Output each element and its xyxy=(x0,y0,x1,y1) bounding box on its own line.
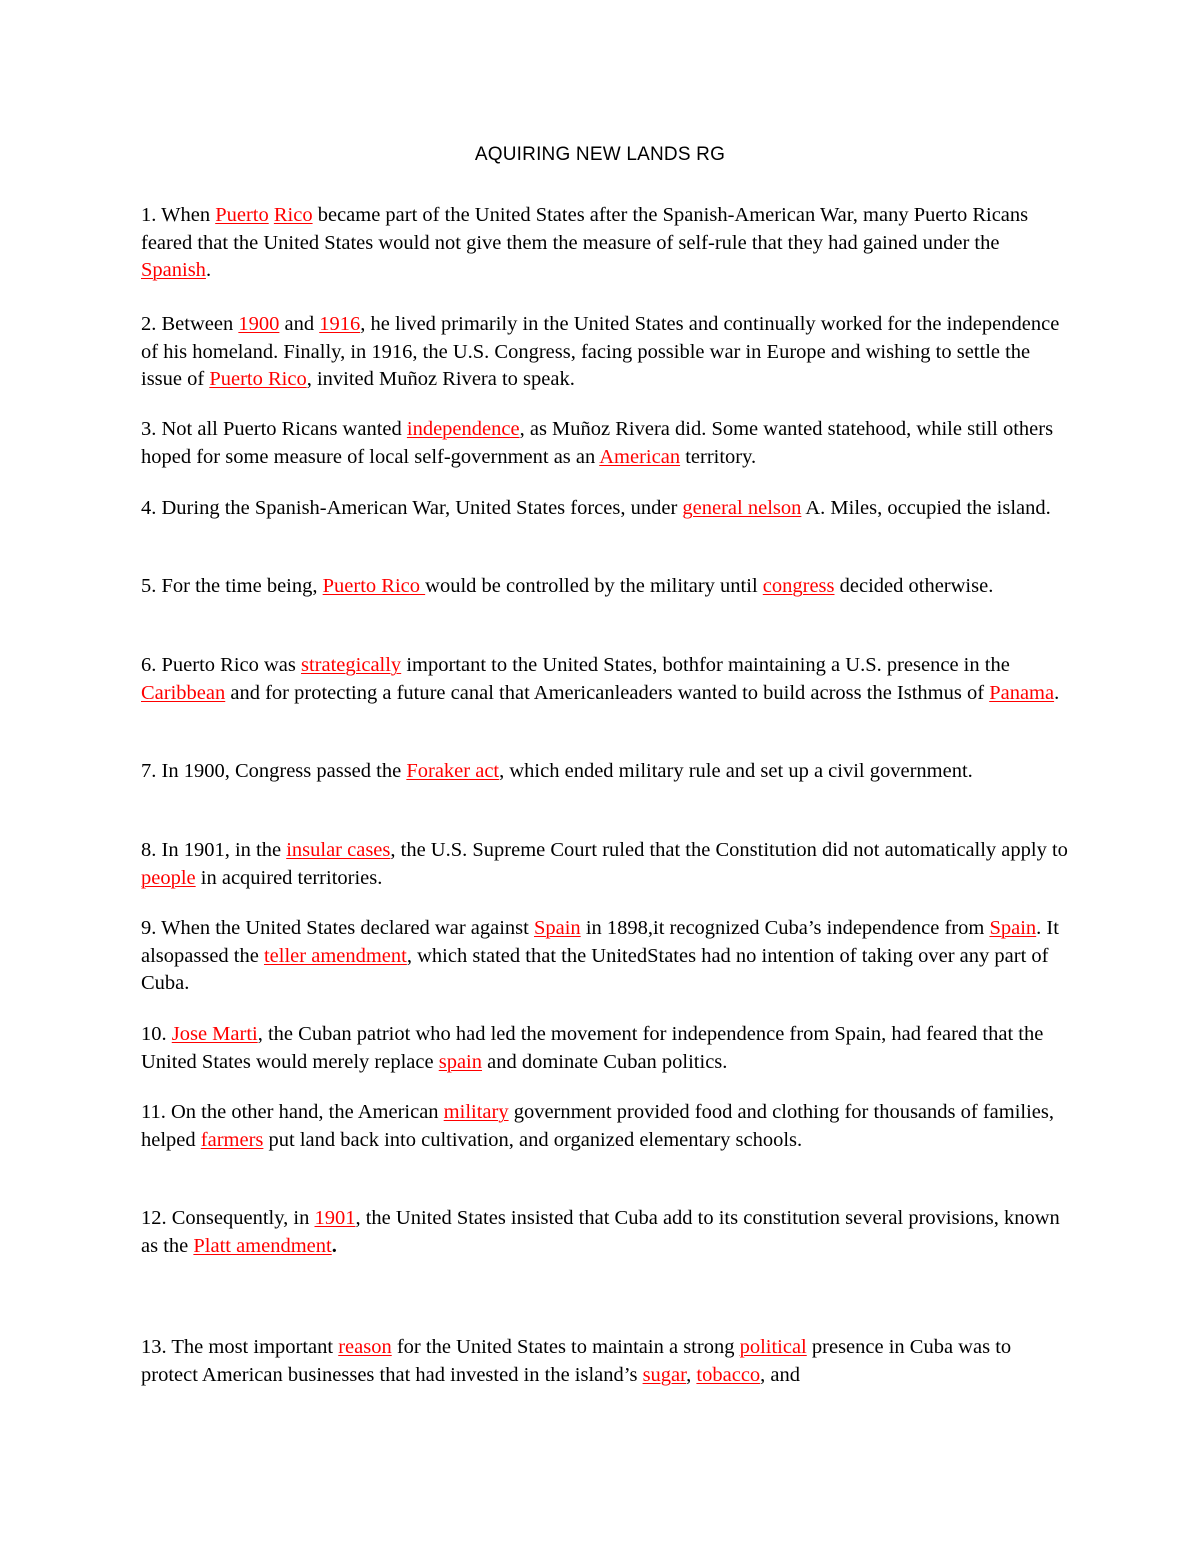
answer-blank: strategically xyxy=(301,654,402,676)
answer-blank: 1916 xyxy=(319,313,361,335)
answer-blank: Spain xyxy=(533,917,581,939)
question-10 xyxy=(141,1021,1071,1076)
question-text: government provided food and clothing for thousands of families, helped xyxy=(141,1101,1054,1151)
answer-blank: Caribbean xyxy=(141,681,226,704)
question-text: would be controlled by the military until xyxy=(425,575,763,597)
answer-blank: Platt amendment xyxy=(193,1234,332,1257)
answer-blank: Foraker act xyxy=(406,760,500,782)
question-text: presence in Cuba was to protect American businesses that had invested in the island’s xyxy=(141,1336,1012,1386)
question-11 xyxy=(141,1099,1071,1154)
question-text: A. Miles, occupied the island. xyxy=(801,497,1051,519)
question-text: territory. xyxy=(680,445,757,468)
question-5 xyxy=(141,573,1071,601)
page-title: AQUIRING NEW LANDS RG xyxy=(474,144,726,165)
question-text: 1. When xyxy=(141,204,216,226)
answer-blank: Puerto xyxy=(215,204,269,226)
question-text: important to the United States, bothfor maintaining a U.S. presence in the xyxy=(401,654,1010,676)
question-text: and for protecting a future canal that Americanleaders wanted to build across the Isthmus of xyxy=(225,681,990,704)
answer-blank: military xyxy=(443,1101,509,1123)
question-1 xyxy=(141,202,1071,285)
question-text: 10. xyxy=(141,1023,172,1045)
question-text: 4. During the Spanish-American War, United States forces, under xyxy=(141,497,683,519)
question-text: , and xyxy=(760,1363,801,1386)
question-text: became part of the United States after the Spanish-American War, many Puerto Ricans feared that the United States would not give them the measure of self-rule that they had gained under the xyxy=(141,204,1029,254)
question-3 xyxy=(141,416,1071,471)
answer-blank: people xyxy=(141,866,196,889)
question-text: 9. When the United States declared war against xyxy=(141,917,534,939)
question-text: 3. Not all Puerto Ricans wanted xyxy=(141,418,407,440)
question-13 xyxy=(141,1334,1071,1389)
question-text: , as Muñoz Rivera did. Some wanted statehood, while still others hoped for some measure of local self-government as an xyxy=(141,418,1054,468)
question-text: . It alsopassed the xyxy=(141,917,1059,967)
question-text: 8. In 1901, in the xyxy=(141,839,287,861)
question-text: in acquired territories. xyxy=(195,866,383,889)
answer-blank: insular cases xyxy=(286,839,391,861)
answer-blank: general nelson xyxy=(682,497,802,519)
question-text: 11. On the other hand, the American xyxy=(141,1101,444,1123)
answer-blank: Spanish xyxy=(141,259,206,281)
answer-blank: reason xyxy=(338,1336,392,1358)
answer-blank: Puerto Rico xyxy=(322,575,426,597)
question-text: . xyxy=(205,259,212,281)
question-text: , which ended military rule and set up a civil government. xyxy=(499,760,973,782)
question-text: , he lived primarily in the United States and continually worked for the independence of his homeland. Finally, in 1916, the U.S. Congress, facing possible war in Europe and wishing to settle the issue of xyxy=(141,313,1060,390)
question-text: 6. Puerto Rico was xyxy=(141,654,301,676)
question-text: in 1898,it recognized Cuba’s independence from xyxy=(580,917,990,939)
question-text: 5. For the time being, xyxy=(141,575,323,597)
question-text: and xyxy=(279,313,320,335)
question-2 xyxy=(141,311,1071,394)
question-text: , which stated that the UnitedStates had no intention of taking over any part of Cuba. xyxy=(141,944,1049,994)
answer-blank: 1901 xyxy=(314,1207,356,1229)
answer-blank: Panama xyxy=(989,681,1055,704)
answer-blank: American xyxy=(599,445,681,468)
question-text: , the U.S. Supreme Court ruled that the Constitution did not automatically apply to xyxy=(390,839,1068,861)
answer-blank: Spain xyxy=(989,917,1037,939)
question-text: 2. Between xyxy=(141,313,239,335)
answer-blank: 1900 xyxy=(238,313,280,335)
question-text: put land back into cultivation, and organized elementary schools. xyxy=(263,1128,803,1151)
question-text: 13. The most important xyxy=(141,1336,339,1358)
answer-blank: Rico xyxy=(273,204,313,226)
question-text: . xyxy=(331,1234,337,1257)
answer-blank: independence xyxy=(406,418,520,440)
answer-blank: Puerto Rico xyxy=(209,368,307,390)
question-12 xyxy=(141,1205,1071,1260)
answer-blank: Jose Marti xyxy=(171,1023,258,1045)
question-text: , the United States insisted that Cuba add to its constitution several provisions, known as the xyxy=(141,1207,1060,1257)
question-6 xyxy=(141,652,1071,707)
question-text: 12. Consequently, in xyxy=(141,1207,315,1229)
answer-blank: congress xyxy=(762,575,835,597)
question-text: and dominate Cuban politics. xyxy=(482,1050,728,1073)
answer-blank: spain xyxy=(438,1050,483,1073)
answer-blank: farmers xyxy=(200,1128,264,1151)
question-text: decided otherwise. xyxy=(834,575,994,597)
answer-blank: teller amendment xyxy=(263,944,407,967)
question-text: , the Cuban patriot who had led the movement for independence from Spain, had feared that the United States would merely replace xyxy=(141,1023,1044,1073)
question-text: 7. In 1900, Congress passed the xyxy=(141,760,407,782)
answer-blank: tobacco xyxy=(696,1363,761,1386)
answer-blank: sugar xyxy=(642,1363,687,1386)
question-4 xyxy=(141,495,1071,523)
question-text: , xyxy=(686,1363,697,1386)
question-text: . xyxy=(1054,681,1060,704)
question-text: , invited Muñoz Rivera to speak. xyxy=(306,368,575,390)
question-9 xyxy=(141,915,1071,998)
answer-blank: political xyxy=(739,1336,807,1358)
question-7 xyxy=(141,758,1071,786)
question-8 xyxy=(141,837,1071,892)
question-text: for the United States to maintain a strong xyxy=(391,1336,740,1358)
